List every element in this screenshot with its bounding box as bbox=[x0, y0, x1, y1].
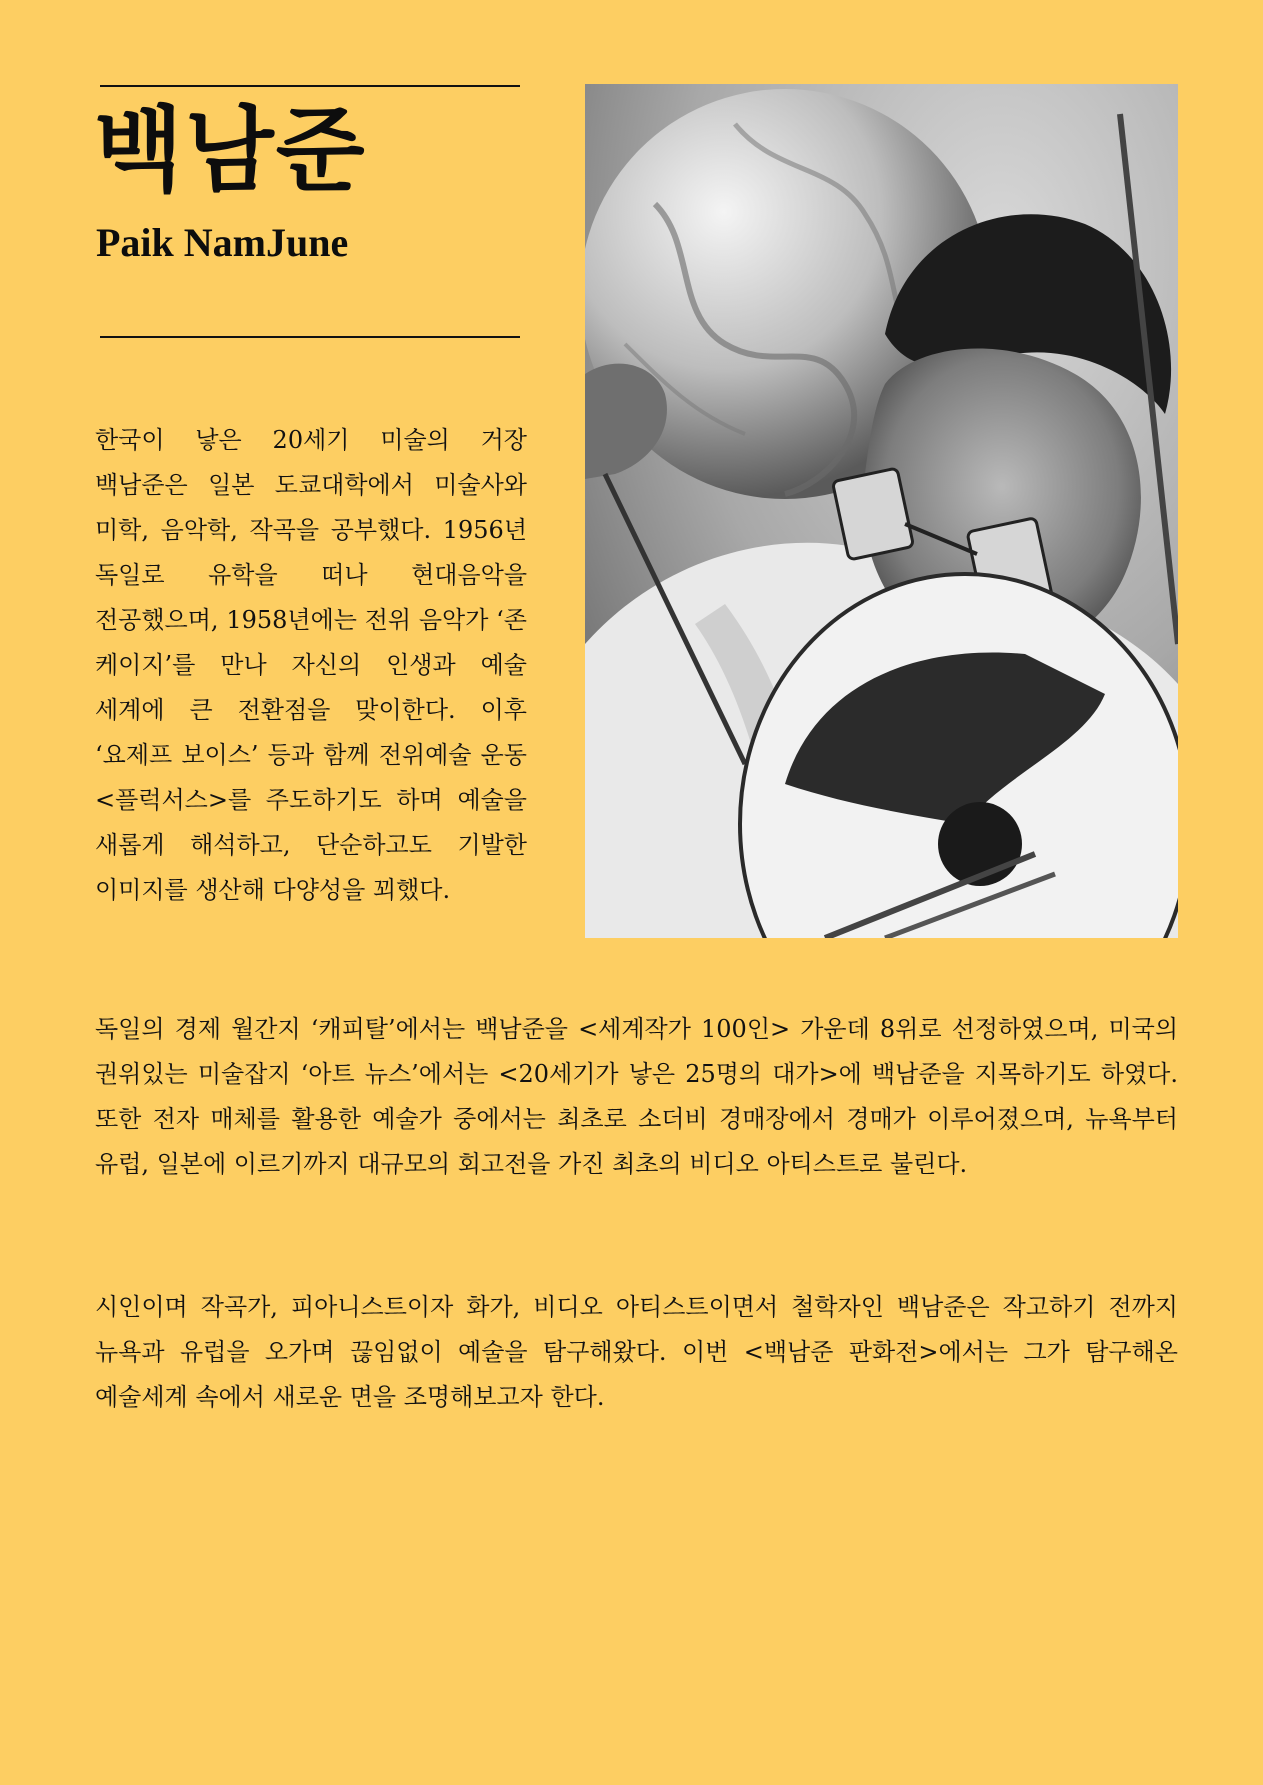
page-title: 백남준 bbox=[94, 96, 367, 204]
page-subtitle: Paik NamJune bbox=[96, 220, 349, 265]
artist-photo bbox=[585, 84, 1178, 938]
career-paragraph: 독일의 경제 월간지 ‘캐피탈’에서는 백남준을 <세계작가 100인> 가운데 8위로 선정하였으며, 미국의 권위있는 미술잡지 ‘아트 뉴스’에서는 <20세기가 낳은 25명의 대가>에 백남준을 지목하기도 하였다. 또한 전자 매체를 활용한 예술가 중에서는 최초로 소더비 경매장에서 경매가 이루어졌으며, 뉴욕부터 유럽, 일본에 이르기까지 대규모의 회고전을 가진 최초의 비디오 아티스트로 불린다. bbox=[95, 1015, 1178, 1178]
closing-paragraph: 시인이며 작곡가, 피아니스트이자 화가, 비디오 아티스트이면서 철학자인 백남준은 작고하기 전까지 뉴욕과 유럽을 오가며 끊임없이 예술을 탐구해왔다. 이번 <백남준 판화전>에서는 그가 탐구해온 예술세계 속에서 새로운 면을 조명해보고자 한다. bbox=[95, 1293, 1178, 1411]
intro-paragraph: 한국이 낳은 20세기 미술의 거장 백남준은 일본 도쿄대학에서 미술사와 미학, 음악학, 작곡을 공부했다. 1956년 독일로 유학을 떠나 현대음악을 전공했으며, 1958년에는 전위 음악가 ‘존 케이지’를 만나 자신의 인생과 예술 세계에 큰 전환점을 맞이한다. 이후 ‘요제프 보이스’ 등과 함께 전위예술 운동 <플럭서스>를 주도하기도 하며 예술을 새롭게 해석하고, 단순하고도 기발한 이미지를 생산해 다양성을 꾀했다. bbox=[95, 426, 527, 904]
top-rule bbox=[100, 85, 520, 87]
artist-photo-illustration bbox=[585, 84, 1178, 938]
bottom-rule bbox=[100, 336, 520, 338]
